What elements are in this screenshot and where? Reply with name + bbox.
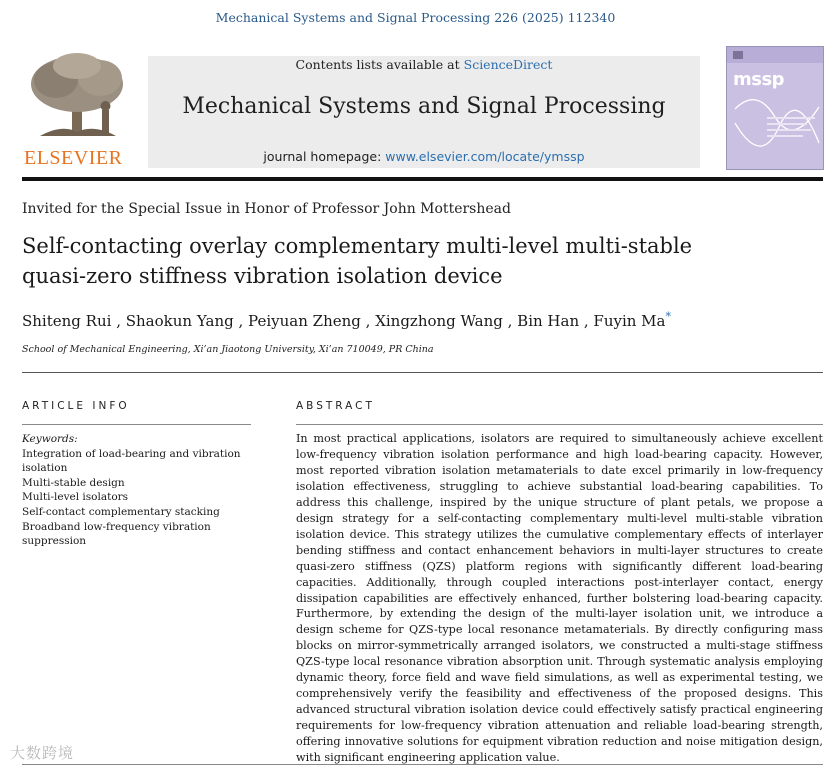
header-rule (22, 177, 823, 181)
article-info-rule (22, 424, 251, 425)
homepage-line: journal homepage: www.elsevier.com/locate/ymssp (263, 149, 585, 164)
journal-title: Mechanical Systems and Signal Processing (182, 94, 666, 119)
keyword-item: Multi-stable design (22, 476, 125, 489)
homepage-link[interactable]: www.elsevier.com/locate/ymssp (385, 149, 585, 164)
keywords-label: Keywords: (22, 433, 78, 445)
journal-banner (148, 56, 700, 168)
journal-masthead (22, 46, 822, 170)
keyword-item: Integration of load-bearing and vibration isolation (22, 447, 241, 475)
cover-title: mssp (733, 69, 785, 90)
elsevier-wordmark: ELSEVIER (24, 147, 123, 169)
author-list (22, 310, 671, 330)
watermark: 大数跨境 (10, 744, 75, 762)
abstract-heading: ABSTRACT (296, 400, 375, 412)
journal-citation[interactable]: Mechanical Systems and Signal Processing 226 (2025) 112340 (215, 10, 616, 25)
abstract-text: In most practical applications, isolators are required to simultaneously achieve excellent low-frequency vibration isolation performance and high load-bearing capacity. However, most reported vibration isolation metamaterials to date excel primarily in low-frequency isolation effectiveness, struggling to achieve substantial load-bearing capabilities. To address this challenge, inspired by the unique structure of plant petals, we propose a design strategy for a self-contacting complementary multi-level multi-stable vibration isolation device. This strategy utilizes the cumulative complementary effects of interlayer bending stiffness and contact enhancement behaviors in multi-layer structures to create quasi-zero stiffness (QZS) platform regions with significantly different load-bearing capacities. Additionally, through coupled interactions post-interlayer contact, energy dissipation capabilities are effectively enhanced, further bolstering load-bearing capacity. Furthermore, by extending the design of the multi-layer isolation unit, we introduce a design scheme for QZS-type local resonance metamaterials. By directly configuring mass blocks on mirror-symmetrically arranged isolators, we constructed a multi-stage stiffness QZS-type local resonance vibration absorption unit. Through systematic analysis employing dynamic theory, force field and wave field simulations, as well as experimental testing, we comprehensively verify the feasibility and effectiveness of the proposed designs. This advanced structural vibration isolation device could effectively satisfy practical engineering requirements for low-frequency vibration attenuation and reliable load-bearing strength, offering innovative solutions for equipment vibration reduction and noise mitigation design, with significant engineering application value. (296, 432, 823, 765)
article-title: Self-contacting overlay complementary multi-level multi-stable quasi-zero stiffness vibration isolation device (22, 234, 693, 288)
keywords-block (22, 432, 252, 549)
keyword-item: Broadband low-frequency vibration suppression (22, 520, 211, 548)
article-info-heading: ARTICLE INFO (22, 400, 130, 412)
abstract-rule (296, 424, 823, 425)
tree-icon (22, 52, 134, 148)
affiliation: School of Mechanical Engineering, Xi’an Jiaotong University, Xi’an 710049, PR China (22, 344, 434, 355)
special-issue-note: Invited for the Special Issue in Honor of Professor John Mottershead (22, 201, 511, 217)
keyword-item: Multi-level isolators (22, 491, 129, 504)
footer-rule (22, 764, 823, 765)
keyword-item: Self-contact complementary stacking (22, 505, 220, 518)
elsevier-logo[interactable] (22, 52, 134, 170)
corresponding-author-mark[interactable]: * (665, 310, 671, 323)
contents-line: Contents lists available at ScienceDirect (295, 57, 553, 72)
journal-cover[interactable] (726, 46, 824, 170)
author-names[interactable]: Shiteng Rui , Shaokun Yang , Peiyuan Zheng , Xingzhong Wang , Bin Han , Fuyin Ma (22, 312, 666, 330)
sciencedirect-link[interactable]: ScienceDirect (463, 57, 553, 72)
cover-graphic (727, 47, 823, 169)
section-rule (22, 372, 823, 373)
